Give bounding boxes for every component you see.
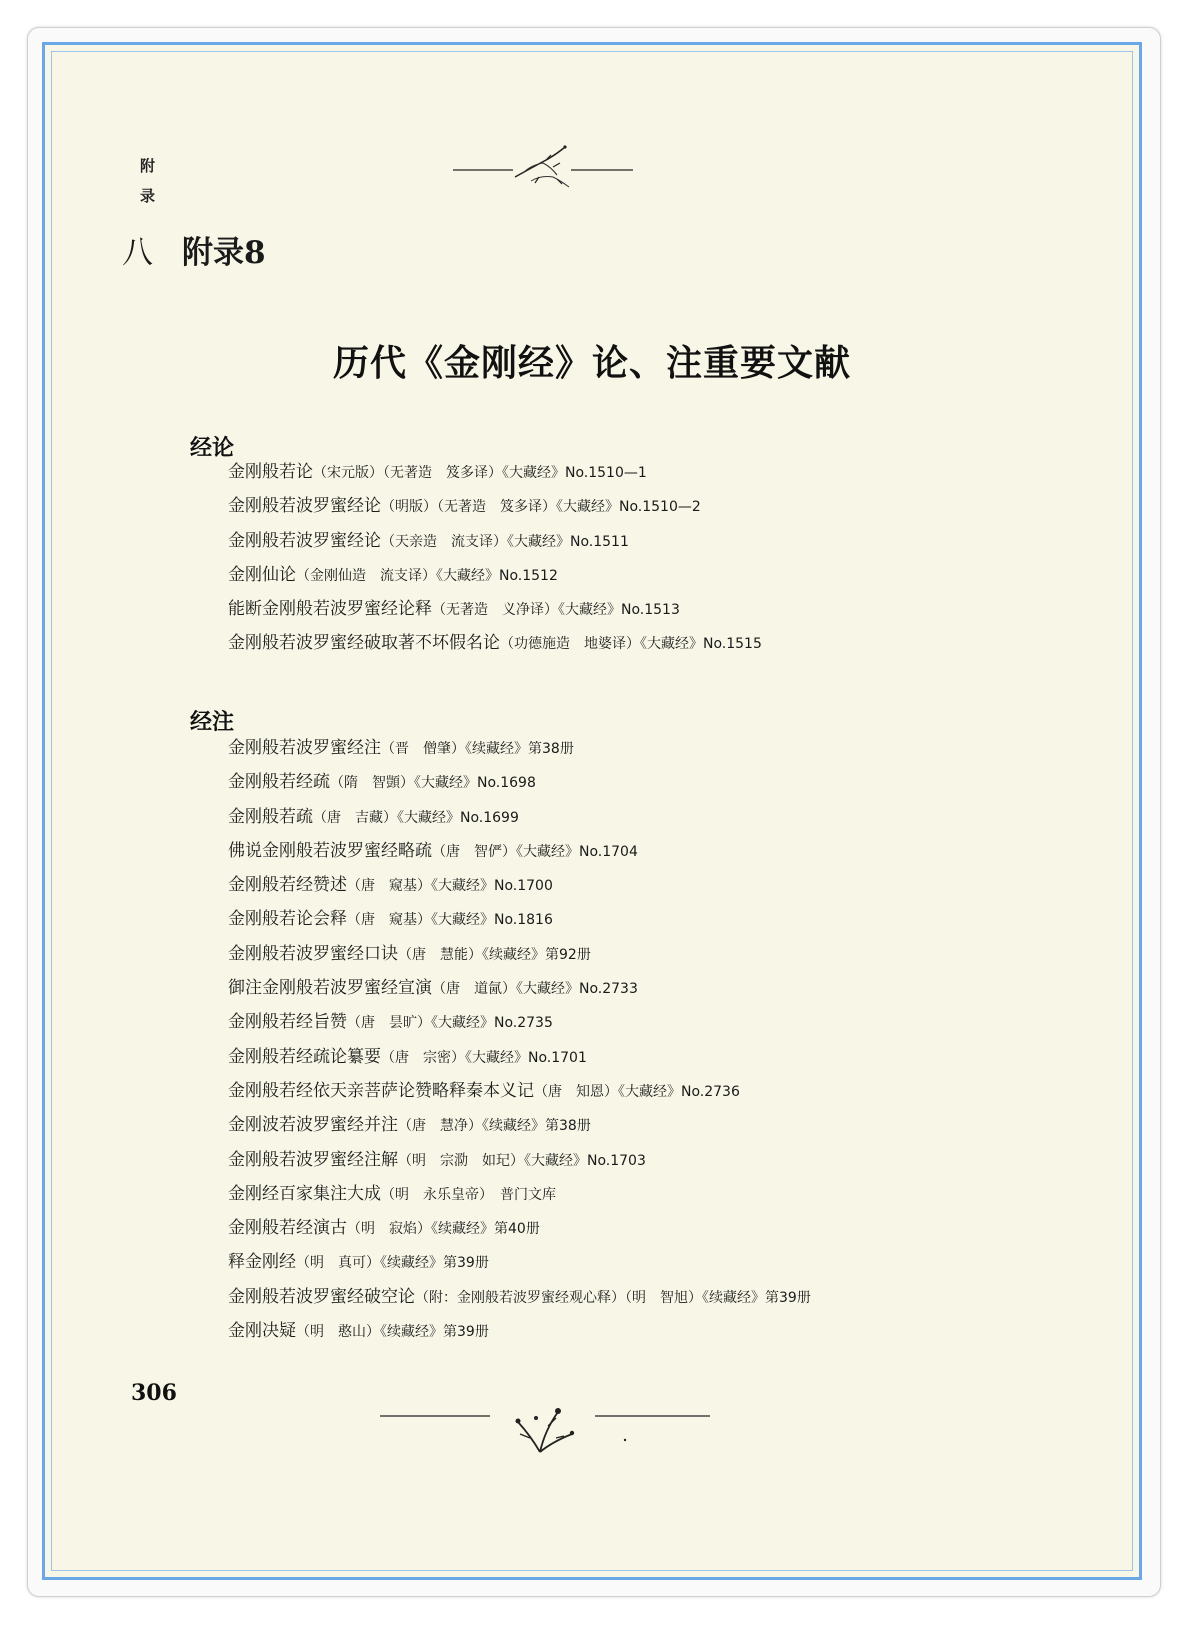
list-item (228, 1249, 811, 1283)
item-title: 佛说金刚般若波罗蜜经略疏 (228, 840, 432, 861)
list-item (228, 769, 811, 803)
list-item (228, 804, 811, 838)
list-item (228, 493, 762, 527)
item-title: 金刚般若经依天亲菩萨论赞略释秦本义记 (228, 1080, 534, 1101)
list-item (228, 1181, 811, 1215)
item-title: 金刚波若波罗蜜经并注 (228, 1115, 398, 1136)
item-note: （明 永乐皇帝） 普门文库 (381, 1186, 556, 1203)
list-item (228, 735, 811, 769)
item-note: （唐 道氤）《大藏经》No.2733 (432, 981, 638, 998)
item-note: （金刚仙造 流支译）《大藏经》No.1512 (296, 567, 558, 584)
list-item (228, 1112, 811, 1146)
side-label-char: 录 (140, 187, 156, 205)
item-title: 金刚般若经旨赞 (228, 1012, 347, 1033)
item-title: 金刚般若论会释 (228, 909, 347, 930)
list-item (228, 459, 762, 493)
list-item (228, 941, 811, 975)
item-note: （明 寂焰）《续藏经》第40册 (347, 1221, 540, 1238)
item-title: 金刚般若论 (228, 462, 313, 482)
item-note: （唐 吉藏）《大藏经》No.1699 (313, 809, 519, 826)
item-title: 金刚般若波罗蜜经论 (228, 496, 381, 517)
item-title: 金刚决疑 (228, 1321, 296, 1342)
item-title: 金刚般若波罗蜜经破取著不坏假名论 (228, 633, 500, 654)
item-title: 金刚般若波罗蜜经论 (228, 530, 381, 551)
item-note: （功德施造 地婆译）《大藏经》No.1515 (500, 636, 762, 653)
page-number: 306 (131, 1380, 177, 1406)
item-note: （明 憨山）《续藏经》第39册 (296, 1324, 489, 1341)
page-title: 历代《金刚经》论、注重要文献 (332, 342, 851, 384)
item-note: （唐 窥基）《大藏经》No.1816 (347, 912, 553, 929)
item-title: 能断金刚般若波罗蜜经论释 (228, 599, 432, 620)
item-title: 金刚般若经疏 (228, 772, 330, 793)
item-note: （宋元版）（无著造 笈多译）《大藏经》No.1510—1 (313, 465, 647, 481)
item-note: （附：金刚般若波罗蜜经观心释）（明 智旭）《续藏经》第39册 (415, 1289, 811, 1306)
side-label (140, 151, 160, 211)
section-list-jinglun (228, 459, 762, 665)
item-title: 金刚经百家集注大成 (228, 1183, 381, 1204)
item-note: （明版）（无著造 笈多译）《大藏经》No.1510—2 (381, 499, 701, 516)
ink-branch-ornament-top (453, 137, 633, 197)
item-title: 金刚般若经赞述 (228, 875, 347, 896)
list-item (228, 872, 811, 906)
item-title: 金刚般若波罗蜜经注 (228, 738, 381, 758)
list-item (228, 630, 762, 664)
item-note: （唐 知恩）《大藏经》No.2736 (534, 1083, 740, 1100)
chapter-name: 附录8 (182, 235, 266, 271)
item-title: 金刚般若波罗蜜经口诀 (228, 943, 398, 964)
list-item (228, 1044, 811, 1078)
side-label-char: 附 (140, 157, 156, 175)
item-note: （晋 僧肇）《续藏经》第38册 (381, 741, 574, 757)
section-list-jingzhu (228, 735, 811, 1352)
item-title: 金刚般若经演古 (228, 1218, 347, 1239)
list-item (228, 1078, 811, 1112)
item-note: （天亲造 流支译）《大藏经》No.1511 (381, 533, 629, 550)
list-item (228, 1215, 811, 1249)
chapter-number: 八 (122, 235, 153, 271)
page-frame (42, 42, 1142, 1580)
section-heading-jinglun: 经论 (190, 436, 235, 461)
chapter-heading (122, 227, 266, 272)
list-item (228, 528, 762, 562)
item-title: 金刚般若波罗蜜经注解 (228, 1149, 398, 1170)
list-item (228, 596, 762, 630)
list-item (228, 838, 811, 872)
item-title: 金刚般若波罗蜜经破空论 (228, 1286, 415, 1307)
item-note: （隋 智顗）《大藏经》No.1698 (330, 775, 536, 792)
list-item (228, 1147, 811, 1181)
item-note: （唐 慧能）《续藏经》第92册 (398, 946, 591, 963)
item-title: 金刚仙论 (228, 564, 296, 585)
item-title: 御注金刚般若波罗蜜经宣演 (228, 978, 432, 999)
list-item (228, 562, 762, 596)
list-item (228, 906, 811, 940)
section-heading-jingzhu: 经注 (190, 710, 235, 735)
item-note: （唐 智俨）《大藏经》No.1704 (432, 843, 638, 860)
item-note: （唐 慧净）《续藏经》第38册 (398, 1118, 591, 1135)
item-title: 释金刚经 (228, 1252, 296, 1273)
list-item (228, 1318, 811, 1352)
list-item (228, 975, 811, 1009)
item-title: 金刚般若经疏论纂要 (228, 1046, 381, 1067)
list-item (228, 1284, 811, 1318)
ink-branch-ornament-bottom (380, 1390, 710, 1460)
item-note: （唐 窥基）《大藏经》No.1700 (347, 878, 553, 895)
list-item (228, 1009, 811, 1043)
item-note: （明 真可）《续藏经》第39册 (296, 1255, 489, 1272)
item-note: （明 宗泐 如玘）《大藏经》No.1703 (398, 1152, 646, 1169)
item-note: （唐 宗密）《大藏经》No.1701 (381, 1049, 587, 1066)
item-note: （唐 昙旷）《大藏经》No.2735 (347, 1015, 553, 1032)
item-note: （无著造 义净译）《大藏经》No.1513 (432, 602, 680, 619)
item-title: 金刚般若疏 (228, 806, 313, 827)
